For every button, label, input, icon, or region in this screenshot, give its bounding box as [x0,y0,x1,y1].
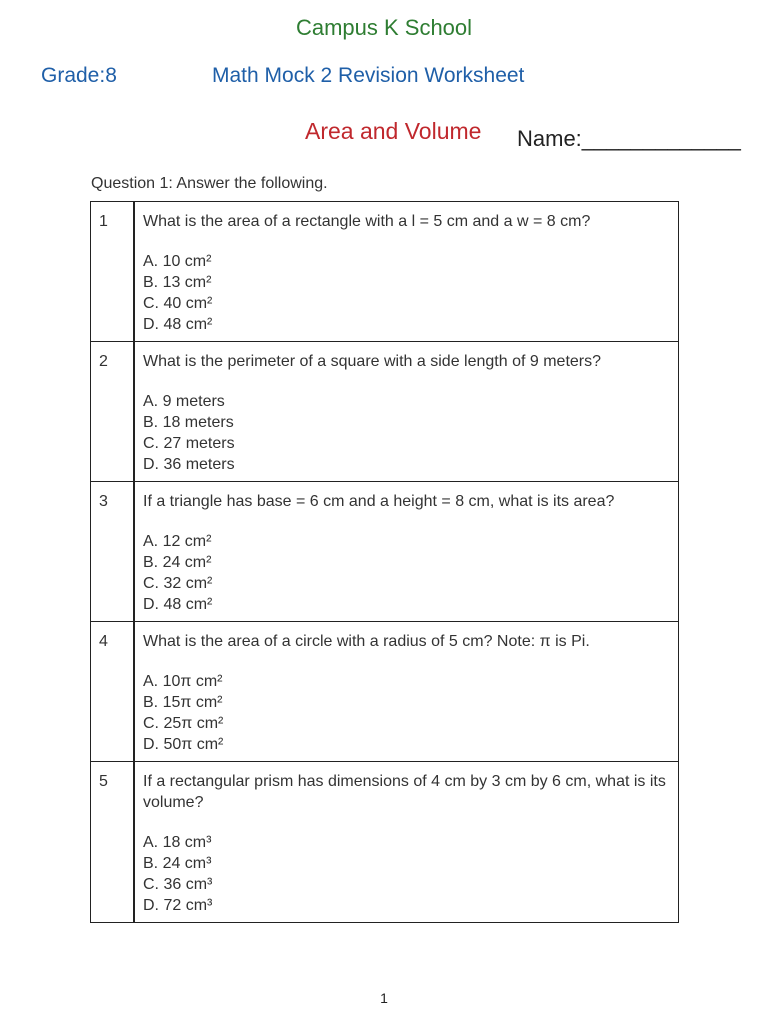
answer-option-d: D. 72 cm³ [143,897,213,914]
question-number: 4 [91,622,135,762]
school-name: Campus K School [295,15,473,40]
topic-heading: Area and Volume [305,118,482,144]
question-text: If a triangle has base = 6 cm and a height = 8 cm, what is its area? [143,493,615,510]
answer-option-a: A. 10 cm² [143,253,212,270]
answer-option-b: B. 18 meters [143,414,234,431]
answer-option-d: D. 36 meters [143,456,235,473]
question-text: What is the area of a circle with a radius of 5 cm? Note: π is Pi. [143,633,590,650]
answer-option-d: D. 48 cm² [143,596,213,613]
answer-option-c: C. 36 cm³ [143,876,213,893]
answer-option-d: D. 50π cm² [143,736,224,753]
worksheet-title: Math Mock 2 Revision Worksheet [212,64,525,87]
answer-option-a: A. 18 cm³ [143,834,212,851]
question-text: What is the area of a rectangle with a l = 5 cm and a w = 8 cm? [143,213,591,230]
question-number: 1 [91,202,135,342]
answer-option-c: C. 40 cm² [143,295,213,312]
answer-option-c: C. 27 meters [143,435,235,452]
questions-table [90,201,679,923]
question-row [91,342,679,482]
answer-option-c: C. 25π cm² [143,715,224,732]
question-cell [134,342,679,482]
question-row [91,482,679,622]
name-field[interactable]: Name:_____________ [517,126,741,151]
answer-option-a: A. 12 cm² [143,533,212,550]
question-text: If a rectangular prism has dimensions of 4 cm by 3 cm by 6 cm, what is its volume? [143,773,666,811]
answer-option-b: B. 24 cm² [143,554,212,571]
answer-option-c: C. 32 cm² [143,575,213,592]
question-cell [134,762,679,923]
question-text: What is the perimeter of a square with a side length of 9 meters? [143,353,602,370]
question-cell [134,202,679,342]
answer-option-a: A. 10π cm² [143,673,223,690]
question-instruction: Question 1: Answer the following. [91,175,328,192]
question-cell [134,482,679,622]
answer-option-d: D. 48 cm² [143,316,213,333]
answer-option-b: B. 15π cm² [143,694,223,711]
question-row [91,202,679,342]
answer-option-a: A. 9 meters [143,393,225,410]
question-row [91,622,679,762]
answer-option-b: B. 13 cm² [143,274,212,291]
question-row [91,762,679,923]
question-number: 5 [91,762,135,923]
question-number: 2 [91,342,135,482]
answer-option-b: B. 24 cm³ [143,855,212,872]
grade-label: Grade:8 [41,64,117,87]
page-number: 1 [380,990,388,1006]
question-cell [134,622,679,762]
question-number: 3 [91,482,135,622]
